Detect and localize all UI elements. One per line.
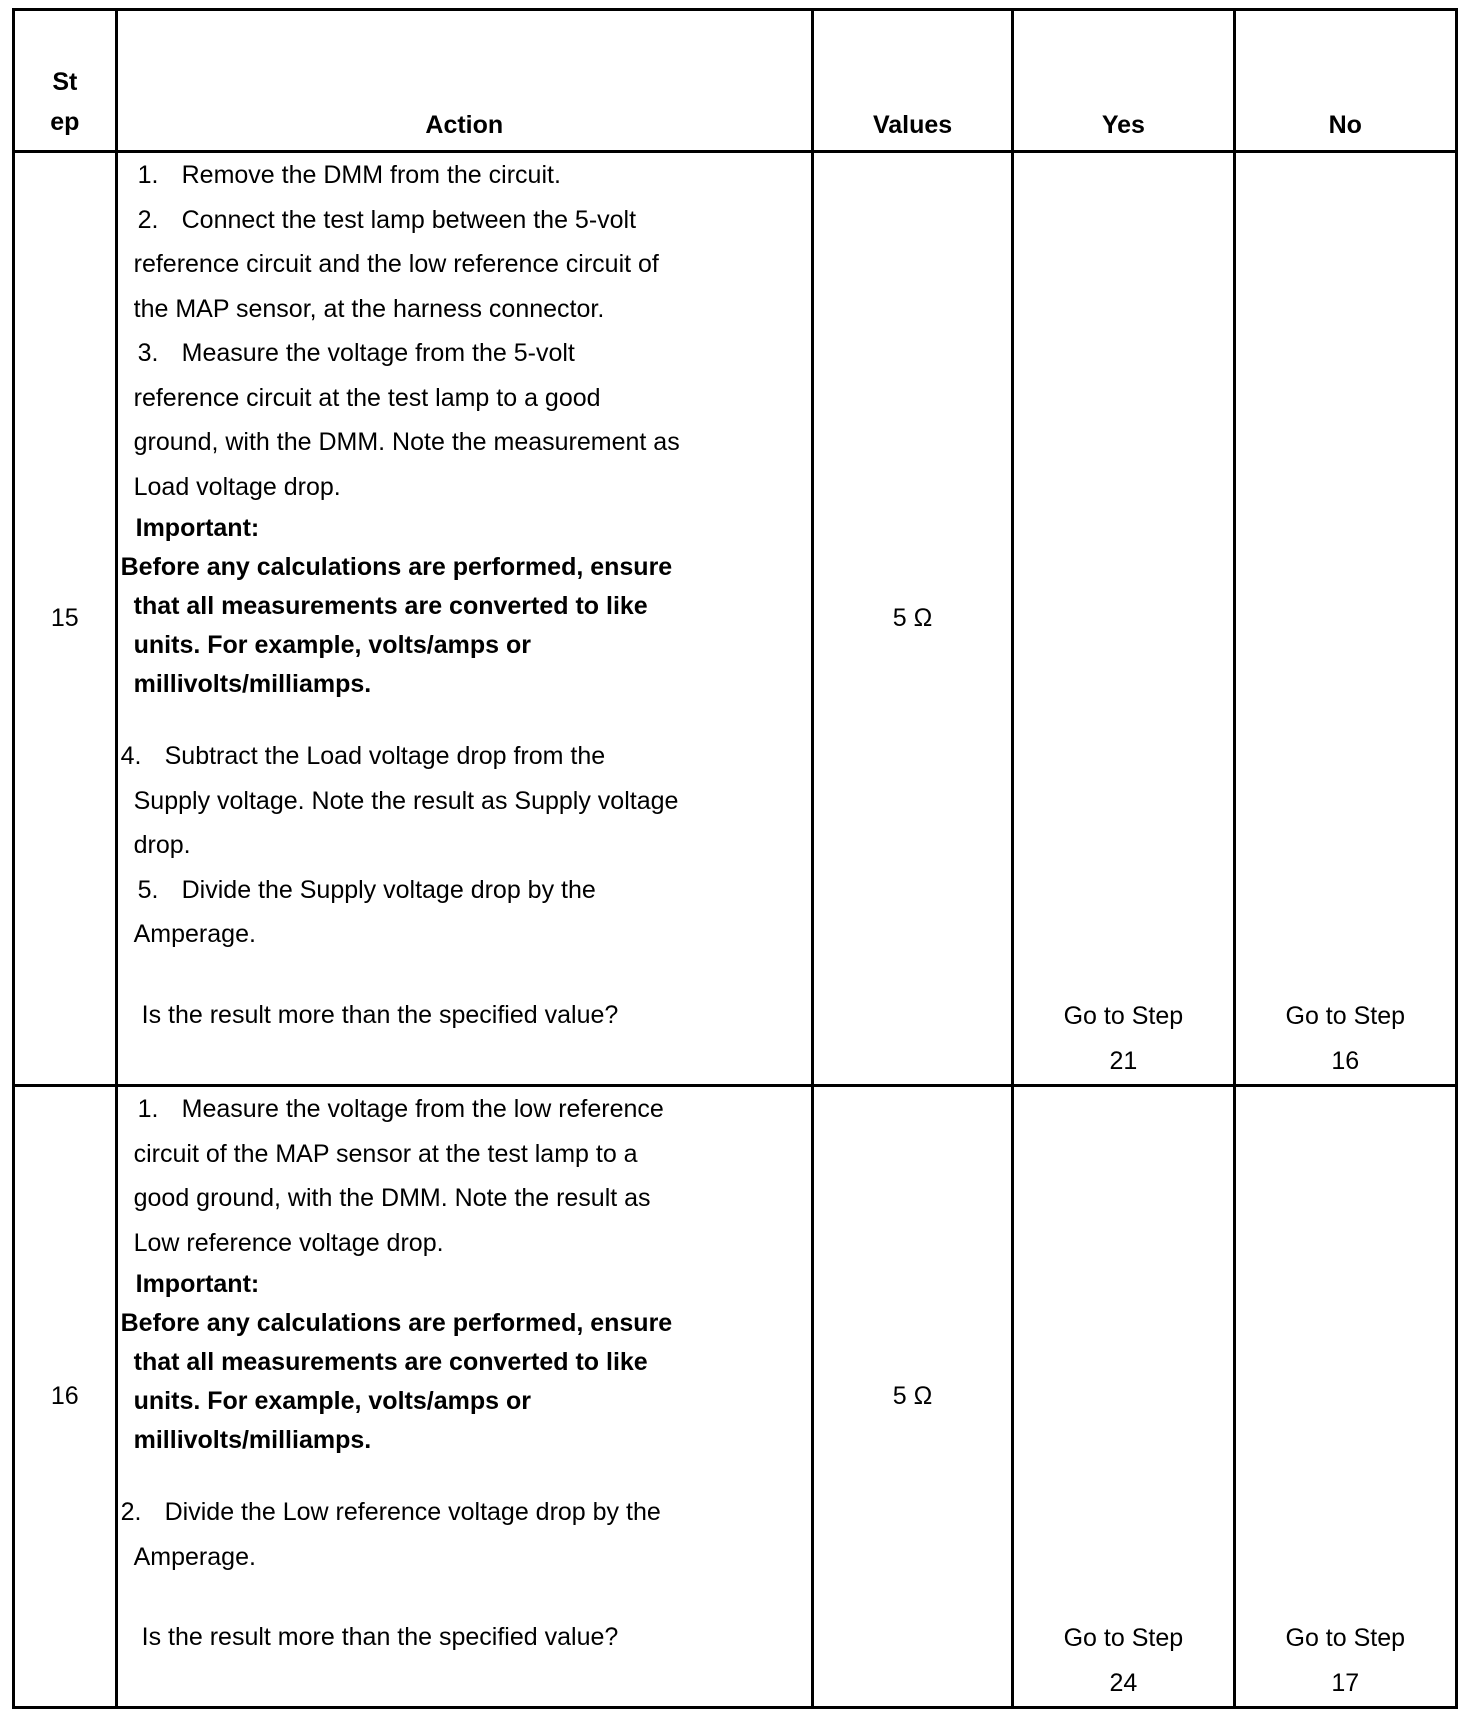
go-to-step-number: 21 xyxy=(1109,1047,1138,1075)
action-text: Measure the voltage from the 5-volt xyxy=(181,339,575,367)
action-cell xyxy=(116,1086,812,1708)
action-line xyxy=(118,734,811,779)
value-cell: 5 Ω xyxy=(812,152,1012,1086)
spacer xyxy=(118,1460,811,1490)
action-line: ground, with the DMM. Note the measurement as xyxy=(133,428,680,456)
value-cell: 5 Ω xyxy=(812,1086,1012,1708)
action-line: Low reference voltage drop. xyxy=(133,1228,444,1257)
action-line xyxy=(118,331,811,376)
action-line: good ground, with the DMM. Note the result as xyxy=(133,1184,651,1212)
action-cell xyxy=(116,152,812,1086)
spacer xyxy=(118,957,811,993)
question-text: Is the result more than the specified value? xyxy=(141,1623,619,1651)
action-text: Divide the Supply voltage drop by the xyxy=(181,875,596,904)
important-text: Before any calculations are performed, ensure xyxy=(120,1309,673,1337)
go-to-step-number: 17 xyxy=(1331,1669,1360,1697)
action-line: Load voltage drop. xyxy=(133,472,341,501)
header-action: Action xyxy=(116,10,812,152)
important-text: units. For example, volts/amps or xyxy=(133,1387,531,1415)
step-num: 4. xyxy=(120,742,142,770)
yes-cell xyxy=(1013,1086,1234,1708)
step-num: 2. xyxy=(120,1498,142,1526)
action-line: drop. xyxy=(133,831,191,859)
important-text: millivolts/milliamps. xyxy=(133,670,372,698)
action-text: Subtract the Load voltage drop from the xyxy=(164,742,606,770)
step-num: 1. xyxy=(137,1095,159,1123)
step-num: 2. xyxy=(137,205,159,234)
spacer xyxy=(118,1579,811,1615)
step-number: 16 xyxy=(14,1086,117,1708)
go-to-step-label: Go to Step xyxy=(1063,1624,1184,1652)
action-text: Measure the voltage from the low reference xyxy=(181,1095,664,1123)
action-text: Divide the Low reference voltage drop by the xyxy=(164,1498,661,1526)
action-line: Amperage. xyxy=(133,920,256,948)
action-line xyxy=(118,1087,811,1132)
go-to-step-label: Go to Step xyxy=(1063,1002,1184,1030)
go-to-step-number: 16 xyxy=(1331,1047,1360,1075)
go-to-step-label: Go to Step xyxy=(1285,1624,1406,1652)
important-label: Important: xyxy=(135,1270,260,1298)
go-to-step-number: 24 xyxy=(1109,1669,1138,1697)
no-cell xyxy=(1234,152,1456,1086)
go-to-step-label: Go to Step xyxy=(1285,1002,1406,1030)
action-line xyxy=(118,153,811,198)
action-line: the MAP sensor, at the harness connector. xyxy=(133,294,605,323)
yes-cell xyxy=(1013,152,1234,1086)
action-line xyxy=(118,1490,811,1535)
header-values: Values xyxy=(812,10,1012,152)
important-text: millivolts/milliamps. xyxy=(133,1426,372,1454)
action-line xyxy=(118,868,811,913)
important-text: that all measurements are converted to like xyxy=(133,592,648,620)
step-number: 15 xyxy=(14,152,117,1086)
action-line: reference circuit at the test lamp to a good xyxy=(133,383,601,412)
action-line: Supply voltage. Note the result as Supply voltage xyxy=(133,786,679,815)
diagnostic-table xyxy=(12,8,1458,1709)
action-line xyxy=(118,198,811,243)
action-line: circuit of the MAP sensor at the test lamp to a xyxy=(133,1139,638,1168)
header-step-line1: St xyxy=(52,68,78,96)
important-label: Important: xyxy=(135,514,260,542)
header-yes: Yes xyxy=(1013,10,1234,152)
action-line: reference circuit and the low reference circuit of xyxy=(133,250,659,278)
action-line: Amperage. xyxy=(133,1542,256,1571)
important-text: that all measurements are converted to like xyxy=(133,1348,648,1376)
important-text: Before any calculations are performed, ensure xyxy=(120,553,673,581)
step-num: 3. xyxy=(137,339,159,367)
question-text: Is the result more than the specified value? xyxy=(141,1000,619,1029)
step-num: 5. xyxy=(137,875,159,904)
header-step xyxy=(14,10,117,152)
header-step-line2: ep xyxy=(50,108,80,136)
table-row xyxy=(14,1086,1457,1708)
important-text: units. For example, volts/amps or xyxy=(133,631,531,659)
table-row xyxy=(14,152,1457,1086)
step-num: 1. xyxy=(137,161,159,189)
spacer xyxy=(118,704,811,734)
no-cell xyxy=(1234,1086,1456,1708)
header-no: No xyxy=(1234,10,1456,152)
action-text: Remove the DMM from the circuit. xyxy=(181,161,561,189)
action-text: Connect the test lamp between the 5-volt xyxy=(181,205,637,234)
table-header-row xyxy=(14,10,1457,152)
